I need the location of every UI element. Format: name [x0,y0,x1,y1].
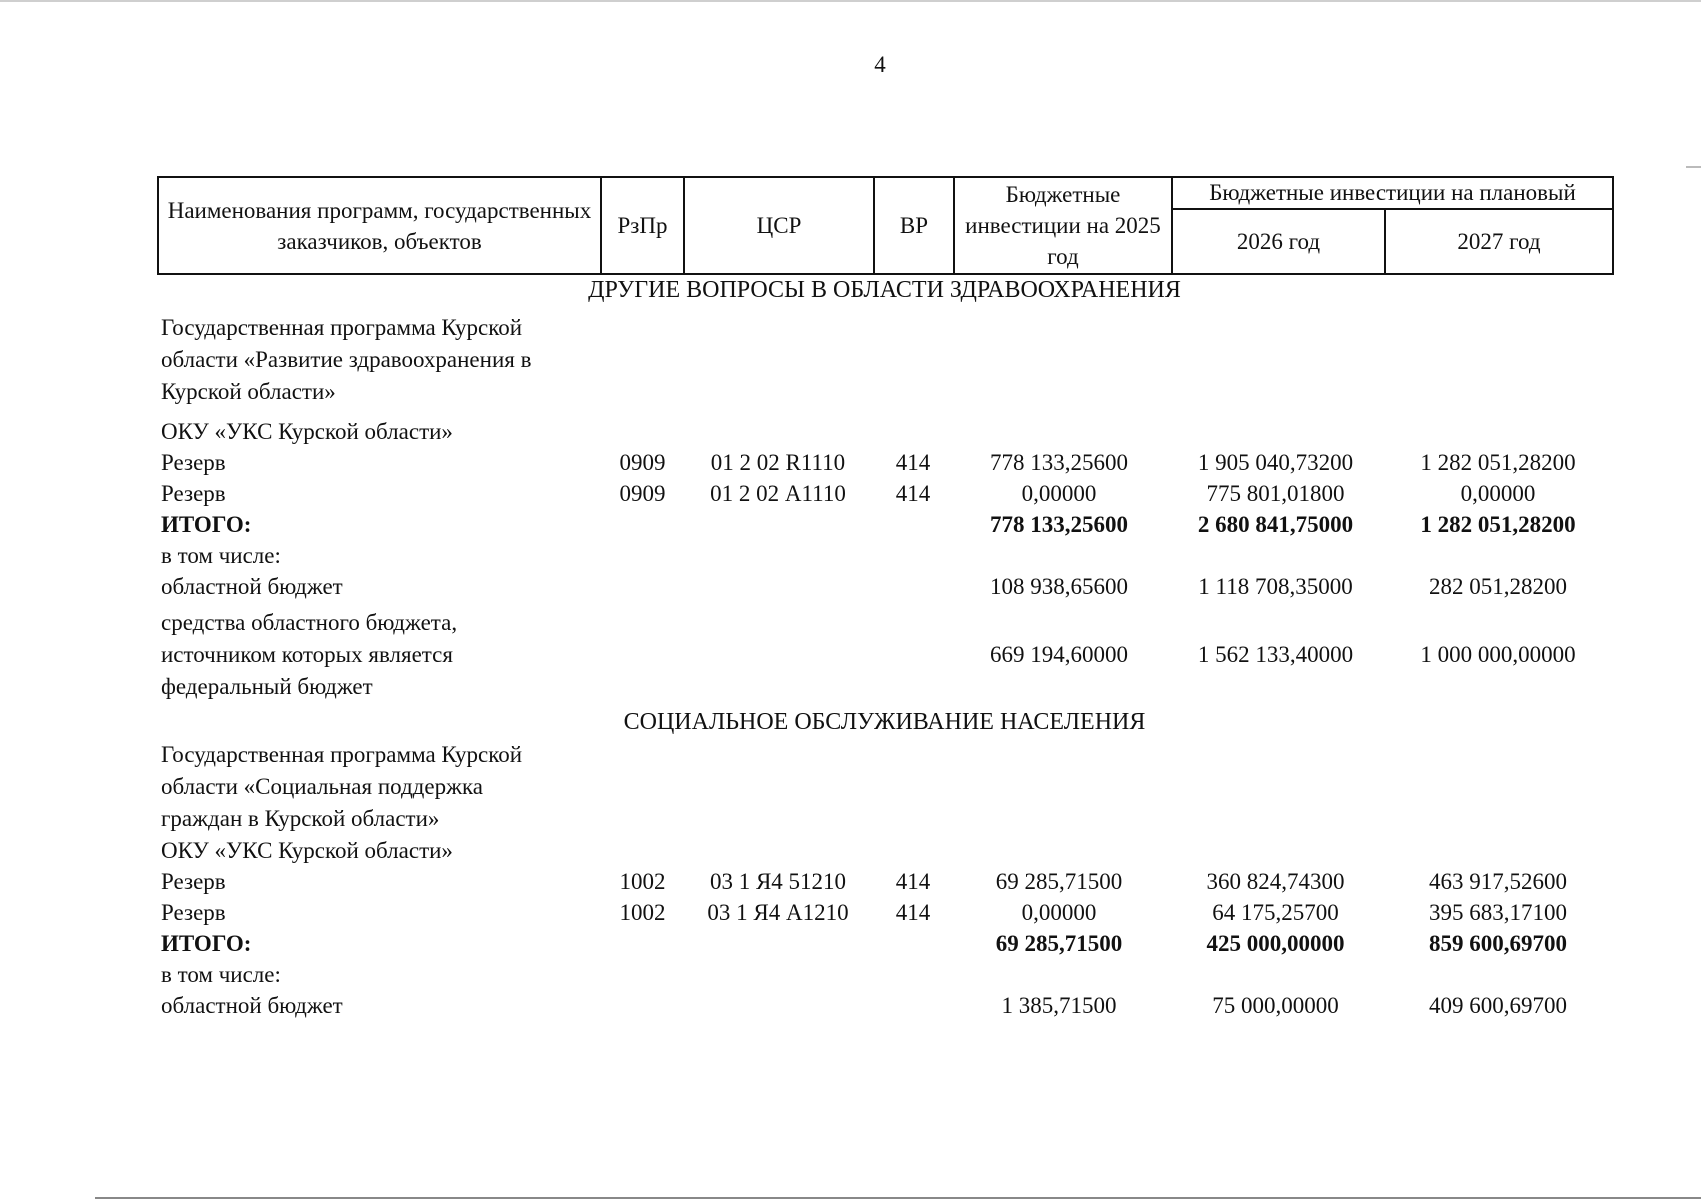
section-title-healthcare: ДРУГИЕ ВОПРОСЫ В ОБЛАСТИ ЗДРАВООХРАНЕНИЯ [588,277,1181,303]
federal-source-label: средства областного бюджета, источником которых является федеральный бюджет [161,610,458,699]
page-edge-mark [1686,166,1701,168]
page-bottom-line [95,1197,1701,1199]
header-year-2026: 2026 год [1172,209,1385,274]
header-planned: Бюджетные инвестиции на плановый [1172,177,1613,209]
header-rzpr: РзПр [601,177,684,274]
page-top-edge [0,0,1701,2]
page-number: 4 [874,52,886,77]
table-header [157,176,1614,275]
header-inv-2025: Бюджетные инвестиции на 2025 год [954,177,1172,274]
section-title-social: СОЦИАЛЬНОЕ ОБСЛУЖИВАНИЕ НАСЕЛЕНИЯ [623,709,1146,735]
program-name-healthcare: Государственная программа Курской области «Развитие здравоохранения в Курской области» [161,315,532,404]
header-year-2027: 2027 год [1385,209,1613,274]
customer-name: ОКУ «УКС Курской области» [161,419,453,444]
customer-name: ОКУ «УКС Курской области» [161,838,453,863]
header-csr: ЦСР [684,177,874,274]
header-name: Наименования программ, государственных заказчиков, объектов [158,177,601,274]
program-name-social: Государственная программа Курской области «Социальная поддержка граждан в Курской области» [161,742,523,831]
header-vr: ВР [874,177,954,274]
